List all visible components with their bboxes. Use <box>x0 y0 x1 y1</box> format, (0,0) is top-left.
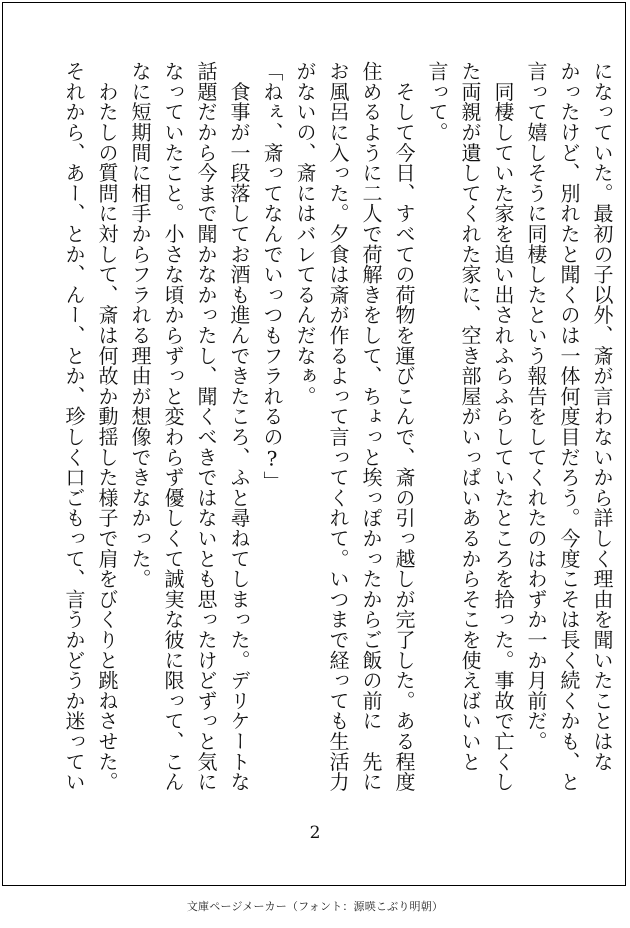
text-line: なっていたこと。小さな頃からずっと変わらず優しくて誠実な彼に限って、こん <box>161 61 185 792</box>
text-line: なに短期間に相手からフラれる理由が想像できなかった。 <box>128 61 152 589</box>
footer-caption: 文庫ページメーカー（フォント：源暎こぶり明朝） <box>186 900 444 913</box>
text-line: 話題だから今まで聞かなかったし、聞くべきではないとも思ったけどずっと気に <box>194 61 218 792</box>
page-number: 2 <box>309 823 321 843</box>
text-line: た両親が遺してくれた家に、空き部屋がいっぱいあるからそこを使えばいいと <box>458 61 482 772</box>
text-line: がないの、斎にはバレてるんだなぁ。 <box>293 61 317 407</box>
text-line: 言って。 <box>425 61 449 143</box>
text-line: になっていた。最初の子以外、斎が言わないから詳しく理由を聞いたことはな <box>590 61 614 772</box>
page-frame <box>2 2 626 886</box>
text-line: お風呂に入った。夕食は斎が作るよって言ってくれて。いつまで経っても生活力 <box>326 61 350 792</box>
text-line: それから、あー、とか、んー、とか、珍しく口ごもって、言うかどうか迷ってい <box>62 61 86 792</box>
text-line: かったけど、別れたと聞くのは一体何度目だろう。今度こそは長く続くかも、と <box>557 61 581 792</box>
text-line: 食事が一段落してお酒も進んできたころ、ふと尋ねてしまった。デリケートな <box>227 61 251 792</box>
text-line: 同棲していた家を追い出されふらふらしていたところを拾った。事故で亡くし <box>491 61 515 792</box>
vertical-text-body <box>51 61 617 831</box>
text-line: 住めるように二人で荷解きをして、ちょっと埃っぽかったからご飯の前に 先に <box>359 61 383 792</box>
text-line: そして今日、すべての荷物を運びこんで、斎の引っ越しが完了した。ある程度 <box>392 61 416 792</box>
text-line: 「ねぇ、斎ってなんでいっつもフラれるの?」 <box>260 61 284 492</box>
text-line: わたしの質問に対して、斎は何故か動揺した様子で肩をびくりと跳ねさせた。 <box>95 61 119 792</box>
text-line: 言って嬉しそうに同棲したという報告をしてくれたのはわずか一か月前だ。 <box>524 61 548 752</box>
